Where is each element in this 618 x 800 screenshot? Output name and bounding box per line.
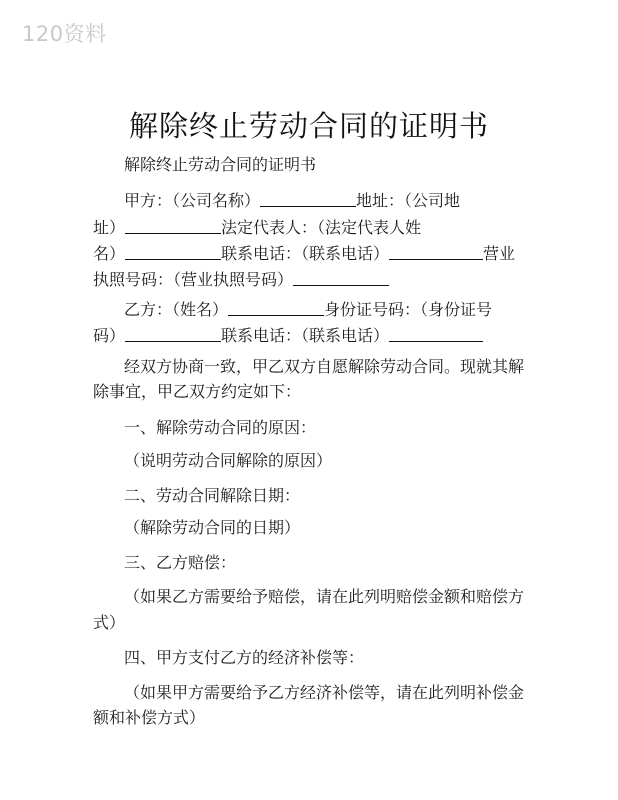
address-blank[interactable] xyxy=(125,217,221,234)
document-title: 解除终止劳动合同的证明书 xyxy=(128,109,489,143)
party-b-phone-placeholder: （联系电话） xyxy=(301,326,390,345)
section-4-heading: 四、甲方支付乙方的经济补偿等： xyxy=(124,648,365,667)
address-label: 地址： xyxy=(356,191,405,210)
party-b-label: 乙方： xyxy=(124,300,173,319)
business-license-label-end: 执照号码： xyxy=(93,270,174,289)
party-a-line-3 xyxy=(93,243,515,264)
party-b-line-1 xyxy=(124,299,492,320)
company-name-blank[interactable] xyxy=(260,190,356,207)
address-placeholder-start: （公司地 xyxy=(404,191,461,210)
party-b-phone-blank[interactable] xyxy=(389,325,483,342)
section-3-body-line-1: （如果乙方需要给予赔偿，请在此列明赔偿金额和赔偿方 xyxy=(124,587,525,606)
party-a-phone-placeholder: （联系电话） xyxy=(301,244,390,263)
party-a-phone-blank[interactable] xyxy=(389,243,483,260)
address-placeholder-end: 址） xyxy=(93,218,126,237)
party-b-name-blank[interactable] xyxy=(228,299,324,316)
business-license-label-start: 营业 xyxy=(483,244,516,263)
section-2-heading: 二、劳动合同解除日期： xyxy=(124,486,301,505)
section-3-body-line-2: 式） xyxy=(93,613,126,632)
intro-line-2: 除事宜，甲乙双方约定如下： xyxy=(93,382,302,401)
party-b-line-2 xyxy=(93,325,483,346)
party-a-line-1 xyxy=(124,190,460,211)
company-name-placeholder: （公司名称） xyxy=(172,191,261,210)
legal-rep-placeholder-start: （法定代表人姓 xyxy=(317,218,422,237)
party-a-phone-label: 联系电话： xyxy=(221,244,302,263)
party-a-line-4 xyxy=(93,269,389,290)
party-b-name-placeholder: （姓名） xyxy=(172,300,229,319)
legal-rep-placeholder-end: 名） xyxy=(93,244,126,263)
id-number-label: 身份证号码： xyxy=(324,300,421,319)
section-4-body-line-2: 额和补偿方式） xyxy=(93,708,206,727)
section-2-body: （解除劳动合同的日期） xyxy=(124,518,301,537)
section-4-body-line-1: （如果甲方需要给予乙方经济补偿等，请在此列明补偿金 xyxy=(124,683,525,702)
party-b-phone-label: 联系电话： xyxy=(221,326,302,345)
id-number-placeholder-start: （身份证号 xyxy=(420,300,493,319)
legal-rep-blank[interactable] xyxy=(125,243,221,260)
party-a-line-2 xyxy=(93,217,421,238)
business-license-blank[interactable] xyxy=(293,269,389,286)
section-3-heading: 三、乙方赔偿： xyxy=(124,553,237,572)
business-license-placeholder: （营业执照号码） xyxy=(173,270,294,289)
legal-rep-label: 法定代表人： xyxy=(221,218,318,237)
section-1-body: （说明劳动合同解除的原因） xyxy=(124,451,333,470)
watermark-logo: 120资料 xyxy=(22,22,107,46)
section-1-heading: 一、解除劳动合同的原因： xyxy=(124,418,317,437)
id-number-blank[interactable] xyxy=(125,325,221,342)
intro-line-1: 经双方协商一致，甲乙双方自愿解除劳动合同。现就其解 xyxy=(124,357,525,376)
document-subtitle: 解除终止劳动合同的证明书 xyxy=(124,155,317,174)
party-a-label: 甲方： xyxy=(124,191,173,210)
id-number-placeholder-end: 码） xyxy=(93,326,126,345)
